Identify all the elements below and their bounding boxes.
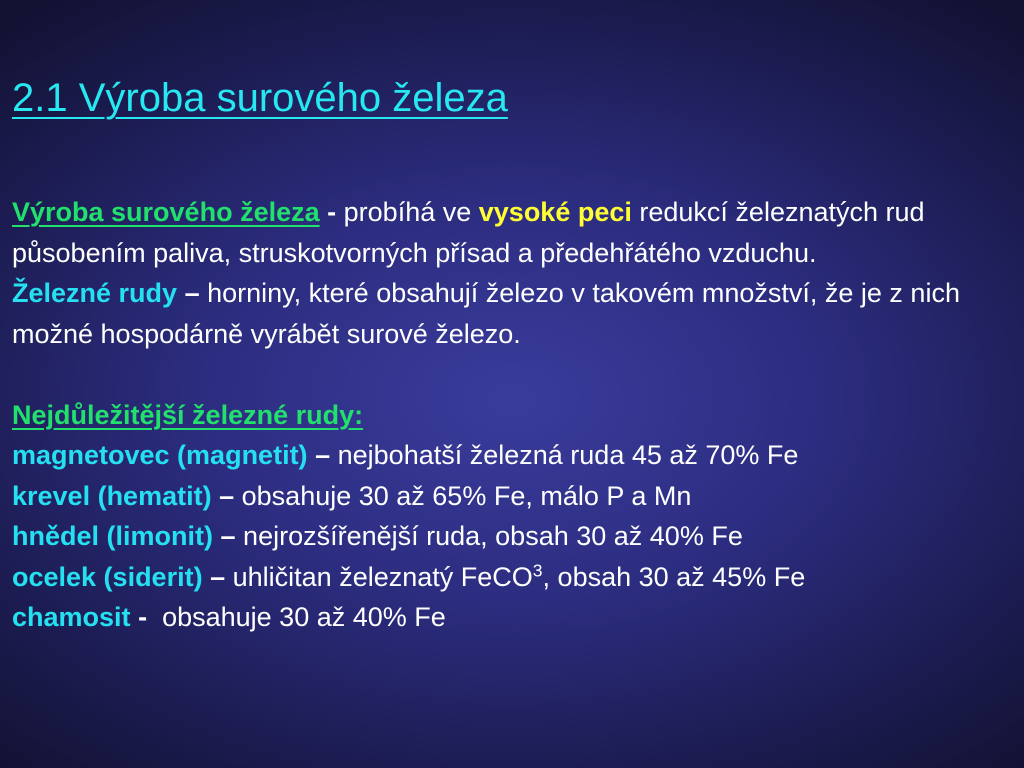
ore-description: obsahuje 30 až 40% Fe (162, 602, 446, 632)
ores-heading-line (12, 395, 1017, 436)
ore-description: nejrozšířenější ruda, obsah 30 až 40% Fe (243, 521, 743, 551)
ore-item (12, 516, 1017, 557)
spacer (12, 354, 1017, 395)
ore-dash: – (219, 480, 235, 511)
ores-heading: Nejdůležitější železné rudy: (12, 399, 364, 430)
slide-title: 2.1 Výroba surového železa (12, 76, 508, 120)
ore-description: uhličitan železnatý FeCO (232, 561, 533, 592)
ore-description: nejbohatší železná ruda 45 až 70% Fe (337, 440, 799, 470)
ore-item (12, 476, 1017, 517)
definition-text: horniny, které obsahují železo v takovém množství, že je z nich možné hospodárně vyrábět surové železo. (12, 278, 960, 349)
slide-content (12, 192, 1017, 638)
intro-term: Výroba surového železa (12, 197, 320, 227)
ore-name: magnetovec (magnetit) (12, 440, 308, 470)
ore-name: krevel (hematit) (12, 480, 212, 511)
intro-highlight: vysoké peci (478, 197, 632, 227)
intro-text-before: probíhá ve (343, 197, 472, 227)
ore-name: ocelek (siderit) (12, 561, 203, 592)
formula-subscript: 3 (532, 559, 543, 580)
ore-name: hnědel (limonit) (12, 521, 213, 551)
ore-dash: – (220, 521, 236, 551)
ore-item (12, 557, 1017, 598)
ore-name: chamosit (12, 602, 131, 632)
intro-dash: - (327, 197, 337, 227)
ore-item (12, 435, 1017, 476)
intro-text-after: redukcí železnatých rud působením paliva, struskotvorných přísad a předehřátého vzduchu. (12, 197, 925, 268)
ore-dash: – (210, 561, 226, 592)
ore-dash: – (315, 440, 331, 470)
ore-dash: - (138, 602, 148, 632)
intro-paragraph (12, 192, 1017, 273)
ore-description-tail: , obsah 30 až 45% Fe (542, 561, 806, 592)
ore-description: obsahuje 30 až 65% Fe, málo P a Mn (241, 480, 692, 511)
definition-term: Železné rudy (12, 278, 178, 308)
definition-paragraph (12, 273, 1017, 354)
definition-dash: – (184, 278, 200, 308)
ore-item (12, 597, 1017, 638)
